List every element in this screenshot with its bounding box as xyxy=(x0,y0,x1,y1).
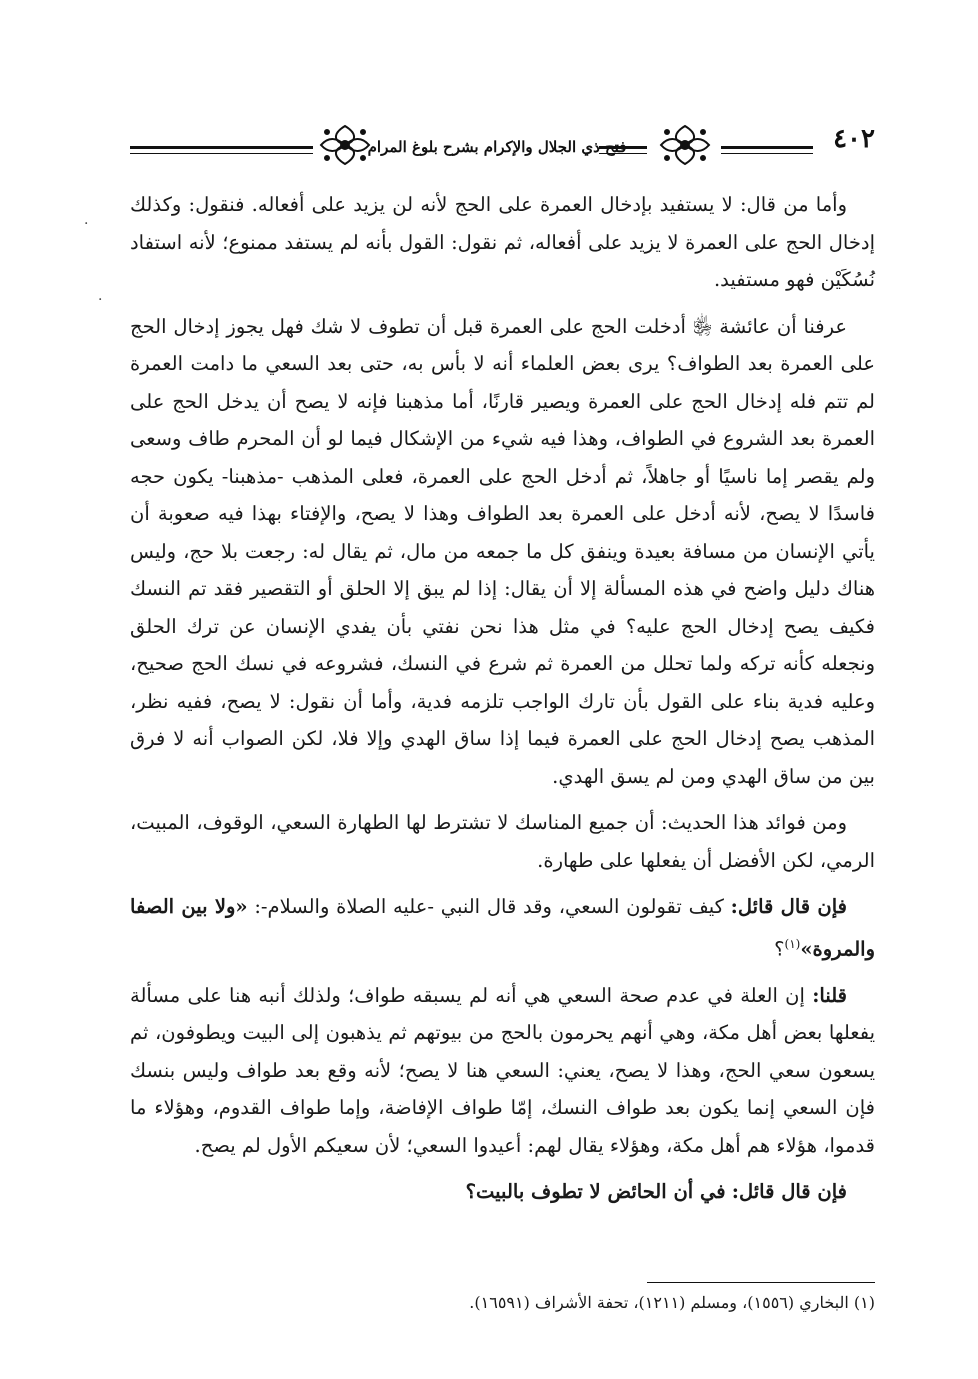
footnote-separator xyxy=(647,1282,875,1283)
header-rule-right-thick xyxy=(721,146,813,149)
floral-ornament-icon xyxy=(655,122,715,168)
question-text: كيف تقولون السعي، وقد قال النبي -عليه الصلاة والسلام-: xyxy=(254,895,724,918)
question-text: في أن الحائض لا تطوف بالبيت؟ xyxy=(465,1180,726,1203)
answer-text: إن العلة في عدم صحة السعي هي أنه لم يسبقه طواف؛ ولذلك أنبه هنا على مسألة يفعلها بعض أهل مكة، وهي أنهم يحرمون بالحج من بيوتهم ثم يذهبون إلى البيت ويطوفون، ثم يسعون سعي الحج، وهذا لا يصح، يعني: السعي هنا لا يصح؛ لأنه وقع بعد طواف وليس بنسك فإن السعي إنما يكون بعد طواف النسك، إمّا طواف الإفاضة، وإما طواف القدوم، وهؤلاء ما قدموا، هؤلاء هم أهل مكة، وهؤلاء يقال لهم: أعيدوا السعي؛ لأن سعيكم الأول لم يصح. xyxy=(130,983,875,1157)
header-rule-left-thick xyxy=(130,146,313,149)
header-rule-left-thin xyxy=(130,153,313,154)
question-mark: ؟ xyxy=(774,937,785,960)
paragraph xyxy=(130,977,875,1165)
answer-lead: قلنا: xyxy=(812,983,847,1007)
margin-mark: · xyxy=(98,292,103,308)
paragraph: ومن فوائد هذا الحديث: أن جميع المناسك لا تشترط لها الطهارة السعي، الوقوف، المبيت، الرمي، لكن الأفضل أن يفعلها على طهارة. xyxy=(130,811,875,872)
page-number: ٤٠٢ xyxy=(833,124,875,154)
margin-mark: · xyxy=(84,216,89,232)
page-header xyxy=(130,118,875,174)
question-lead: فإن قال قائل: xyxy=(731,1180,847,1203)
floral-ornament-icon xyxy=(315,122,375,168)
hadith-quote: «ولا بين الصفا والمروة» xyxy=(130,895,875,960)
page-body xyxy=(130,186,875,1215)
footnote-reference: (١) xyxy=(784,936,801,951)
header-rule-right-thin xyxy=(721,153,813,154)
paragraph: عرفنا أن عائشة ﵂ أدخلت الحج على العمرة قبل أن تطوف لا شك فهل يجوز إدخال الحج على العمرة بعد الطواف؟ يرى بعض العلماء أنه لا بأس به، حتى بعد السعي ما دامت العمرة لم تتم فله إدخال الحج على العمرة ويصير قارنًا، أما مذهبنا فإنه لا يصح أن يدخل الحج على العمرة بعد الشروع في الطواف، وهذا فيه شيء من الإشكال فيما لو أن المحرم طاف وسعى ولم يقصر إما ناسيًا أو جاهلاً، ثم أدخل الحج على العمرة، فعلى المذهب -مذهبنا- يكون حجه فاسدًا لا يصح، لأنه أدخل على العمرة بعد الطواف وهذا لا يصح، والإفتاء بهذا فيه صعوبة أن يأتي الإنسان من مسافة بعيدة وينفق كل ما جمعه من مال، ثم يقال له: رجعت بلا حج، وليس هناك دليل واضح في هذه المسألة إلا أن يقال: إذا لم يبق إلا الحلق أو التقصير فقد تم النسك فكيف يصح إدخال الحج عليه؟ في مثل هذا نحن نفتي بأن يفدي الإنسان عن ترك الحلق ونجعله كأنه تركه ولما تحلل من العمرة ثم شرع في النسك، فشروعه في نسك الحج صحيح، وعليه فدية بناء على القول بأن تارك الواجب تلزمه فدية، وأما أن نقول: لا يصح، ففيه نظر، المذهب يصح إدخال الحج على العمرة فيما إذا ساق الهدي وإلا فلا، لكن الصواب أنه لا فرق بين من ساق الهدي ومن لم يسق الهدي. xyxy=(130,314,875,788)
footnote: (١) البخاري (١٥٥٦)، ومسلم (١٢١١)، تحفة الأشراف (١٦٥٩١). xyxy=(469,1293,875,1312)
paragraph xyxy=(130,1173,875,1211)
paragraph: وأما من قال: لا يستفيد بإدخال العمرة على الحج لأنه لن يزيد على أفعاله. فنقول: وكذلك إدخال الحج على العمرة لا يزيد على أفعاله، ثم نقول: القول بأنه لم يستفد ممنوع؛ لأنه استفاد نُسُكَيْن فهو مستفيد. xyxy=(130,193,875,291)
question-lead: فإن قال قائل: xyxy=(730,895,847,918)
book-title: فتح ذي الجلال والإكرام بشرح بلوغ المرام xyxy=(367,138,627,156)
paragraph xyxy=(130,888,875,968)
